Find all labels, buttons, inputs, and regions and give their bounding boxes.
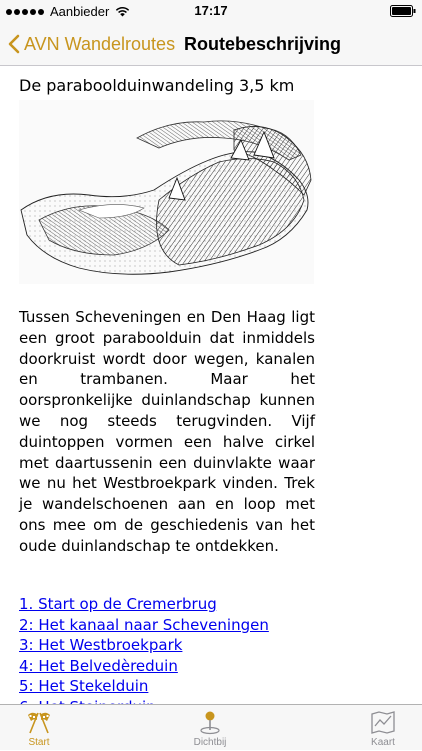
tab-kaart-label: Kaart <box>371 737 395 748</box>
route-link-4[interactable]: 4: Het Belvedèreduin <box>19 656 178 675</box>
route-stage-list <box>19 594 319 717</box>
battery-icon <box>390 5 416 17</box>
route-description: Tussen Scheveningen en Den Haag ligt een groot paraboolduin dat inmiddels doorkruist wordt door wegen, kanalen en trambanen. Maar het oorspronkelijke duinlandschap kunnen we nog steeds terugvinden. Vijf duintoppen vormen een halve cirkel met daartussenin een duinvlakte waar we nu het Westbroekpark vinden. Trek je wandelschoenen aan en loop met ons mee om de geschiedenis van het oude duinlandschap te ontdekken. <box>19 308 315 555</box>
route-title: De paraboolduinwandeling 3,5 km <box>19 76 295 95</box>
location-pin-icon <box>196 709 224 735</box>
status-bar <box>0 0 422 22</box>
dune-illustration <box>19 100 314 284</box>
status-time: 17:17 <box>194 3 228 18</box>
route-link-3[interactable]: 3: Het Westbroekpark <box>19 636 183 654</box>
route-link-5[interactable]: 5: Het Stekelduin <box>19 677 149 695</box>
back-button-label: AVN Wandelroutes <box>24 33 176 54</box>
route-content[interactable] <box>0 67 422 704</box>
chevron-left-icon <box>8 34 20 54</box>
route-link-2[interactable]: 2: Het kanaal naar Scheveningen <box>19 615 269 634</box>
carrier-name: Aanbieder <box>50 4 110 19</box>
back-button[interactable] <box>8 22 175 66</box>
tab-bar <box>0 704 422 750</box>
navigation-bar <box>0 22 422 66</box>
tab-dichtbij[interactable] <box>180 705 240 751</box>
flags-icon <box>25 709 53 735</box>
tab-start-label: Start <box>28 737 50 748</box>
map-icon <box>369 709 397 735</box>
route-link-1[interactable]: 1. Start op de Cremerbrug <box>19 595 217 613</box>
page-title: Routebeschrijving <box>184 34 342 54</box>
tab-start[interactable] <box>12 705 66 751</box>
tab-kaart[interactable] <box>356 705 410 751</box>
tab-dichtbij-label: Dichtbij <box>193 737 227 748</box>
